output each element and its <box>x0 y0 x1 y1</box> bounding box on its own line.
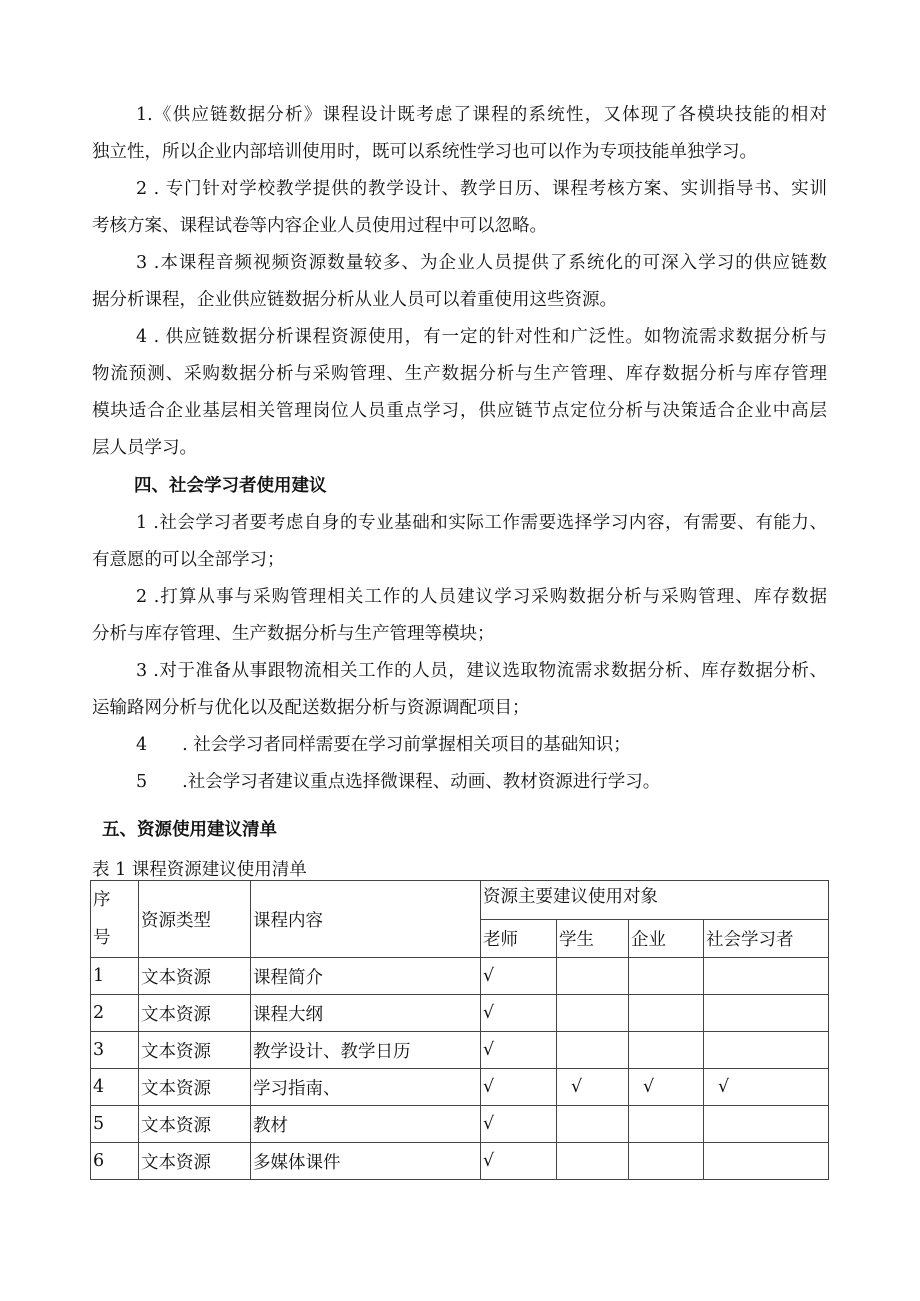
cell-teacher: √ <box>481 995 557 1032</box>
paragraph-line: 据分析课程，企业供应链数据分析从业人员可以着重使用这些资源。 <box>92 290 617 310</box>
table-row <box>91 1143 829 1180</box>
cell-enterprise <box>629 1032 704 1069</box>
cell-content: 多媒体课件 <box>251 1143 481 1180</box>
cell-public <box>704 1106 829 1143</box>
cell-enterprise <box>629 958 704 995</box>
cell-type: 文本资源 <box>139 1143 251 1180</box>
table-row <box>91 1106 829 1143</box>
header-student: 学生 <box>557 920 629 958</box>
cell-no: 6 <box>91 1143 139 1180</box>
section-3-paragraphs <box>92 97 827 467</box>
heading-section-4: 四、社会学习者使用建议 <box>134 476 327 496</box>
header-type: 资源类型 <box>139 881 251 958</box>
cell-student <box>557 1106 629 1143</box>
cell-student <box>557 995 629 1032</box>
cell-enterprise <box>629 1143 704 1180</box>
header-enterprise: 企业 <box>629 920 704 958</box>
heading-section-5: 五、资源使用建议清单 <box>102 820 277 840</box>
paragraph-line: 独立性，所以企业内部培训使用时，既可以系统性学习也可以作为专项技能单独学习。 <box>92 142 757 162</box>
cell-teacher: √ <box>481 1032 557 1069</box>
cell-no: 1 <box>91 958 139 995</box>
cell-teacher: √ <box>481 958 557 995</box>
header-seq: 序 号 <box>91 881 139 958</box>
paragraph-line: 层人员学习。 <box>92 438 197 458</box>
cell-type: 文本资源 <box>139 958 251 995</box>
header-public: 社会学习者 <box>704 920 829 958</box>
cell-type: 文本资源 <box>139 1069 251 1106</box>
cell-teacher: √ <box>481 1106 557 1143</box>
cell-teacher: √ <box>481 1069 557 1106</box>
cell-content: 教材 <box>251 1106 481 1143</box>
table-row <box>91 995 829 1032</box>
cell-student <box>557 958 629 995</box>
cell-public <box>704 995 829 1032</box>
paragraph-line: 3 .对于准备从事跟物流相关工作的人员，建议选取物流需求数据分析、库存数据分析、 <box>136 661 827 681</box>
resource-table <box>90 880 829 1180</box>
cell-content: 学习指南、 <box>251 1069 481 1106</box>
cell-student <box>557 1143 629 1180</box>
cell-type: 文本资源 <box>139 995 251 1032</box>
header-teacher: 老师 <box>481 920 557 958</box>
cell-enterprise <box>629 1106 704 1143</box>
cell-enterprise: √ <box>629 1069 704 1106</box>
cell-student <box>557 1032 629 1069</box>
header-audience: 资源主要建议使用对象 <box>481 881 829 920</box>
table-row <box>91 1032 829 1069</box>
cell-content: 课程简介 <box>251 958 481 995</box>
table-caption: 表 1 课程资源建议使用清单 <box>92 860 307 880</box>
cell-content: 课程大纲 <box>251 995 481 1032</box>
paragraph-line: 1.《供应链数据分析》课程设计既考虑了课程的系统性，又体现了各模块技能的相对 <box>136 105 827 125</box>
cell-enterprise <box>629 995 704 1032</box>
cell-teacher: √ <box>481 1143 557 1180</box>
cell-public <box>704 1032 829 1069</box>
cell-no: 4 <box>91 1069 139 1106</box>
paragraph-line: 2 . 专门针对学校教学提供的教学设计、教学日历、课程考核方案、实训指导书、实训 <box>136 179 827 199</box>
paragraph-line: 运输路网分析与优化以及配送数据分析与资源调配项目； <box>92 698 530 718</box>
paragraph-line: 4 . 社会学习者同样需要在学习前掌握相关项目的基础知识； <box>136 735 631 755</box>
cell-no: 3 <box>91 1032 139 1069</box>
paragraph-line: 4 . 供应链数据分析课程资源使用，有一定的针对性和广泛性。如物流需求数据分析与 <box>136 327 827 347</box>
cell-public <box>704 958 829 995</box>
paragraph-line: 考核方案、课程试卷等内容企业人员使用过程中可以忽略。 <box>92 216 547 236</box>
cell-type: 文本资源 <box>139 1032 251 1069</box>
paragraph-line: 物流预测、采购数据分析与采购管理、生产数据分析与生产管理、库存数据分析与库存管理 <box>92 364 827 384</box>
paragraph-line: 2 .打算从事与采购管理相关工作的人员建议学习采购数据分析与采购管理、库存数据 <box>136 587 827 607</box>
paragraph-line: 分析与库存管理、生产数据分析与生产管理等模块； <box>92 624 495 644</box>
cell-public: √ <box>704 1069 829 1106</box>
cell-content: 教学设计、教学日历 <box>251 1032 481 1069</box>
section-4-paragraphs <box>92 505 827 801</box>
cell-public <box>704 1143 829 1180</box>
table-row <box>91 1069 829 1106</box>
cell-student: √ <box>557 1069 629 1106</box>
paragraph-line: 1 .社会学习者要考虑自身的专业基础和实际工作需要选择学习内容，有需要、有能力、 <box>136 513 827 533</box>
paragraph-line: 有意愿的可以全部学习； <box>92 550 285 570</box>
table-row <box>91 958 829 995</box>
cell-no: 2 <box>91 995 139 1032</box>
paragraph-line: 3 .本课程音频视频资源数量较多、为企业人员提供了系统化的可深入学习的供应链数 <box>136 253 827 273</box>
cell-no: 5 <box>91 1106 139 1143</box>
paragraph-line: 5 .社会学习者建议重点选择微课程、动画、教材资源进行学习。 <box>136 772 661 792</box>
header-content: 课程内容 <box>251 881 481 958</box>
paragraph-line: 模块适合企业基层相关管理岗位人员重点学习，供应链节点定位分析与决策适合企业中高层 <box>92 401 827 421</box>
cell-type: 文本资源 <box>139 1106 251 1143</box>
